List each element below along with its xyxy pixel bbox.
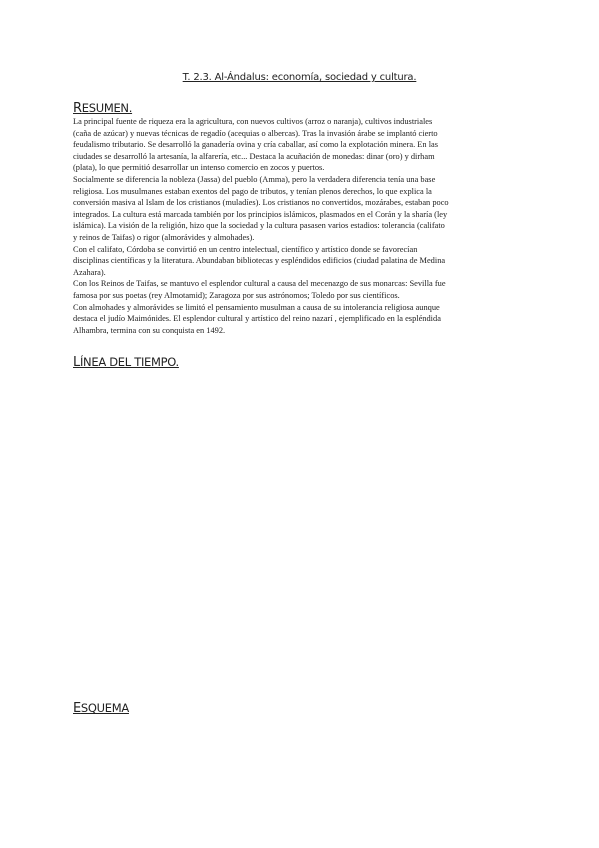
resumen-line: destaca el judío Maimónides. El esplendor cultural y artístico del reino nazarí , ejemplificado en la espléndida (73, 314, 441, 324)
resumen-line: Con los Reinos de Taifas, se mantuvo el esplendor cultural a causa del mecenazgo de sus monarcas: Sevilla fue (73, 279, 446, 289)
resumen-line: integrados. La cultura está marcada también por los principios islámicos, plasmados en el Corán y la sharía (ley (73, 209, 448, 219)
section-heading-esquema-initial: E (73, 701, 81, 716)
resumen-line: Socialmente se diferencia la nobleza (Jassa) del pueblo (Amma), pero la verdadera diferencia tenía una base (73, 174, 436, 184)
section-heading-resumen (73, 101, 132, 116)
resumen-line: feudalismo tributario. Se desarrolló la ganadería ovina y cría caballar, así como la explotación minera. En las (73, 140, 439, 150)
resumen-body (73, 116, 528, 336)
section-heading-linea-del-tiempo (73, 355, 179, 370)
resumen-line: La principal fuente de riqueza era la agricultura, con nuevos cultivos (arroz o naranja), cultivos industriales (73, 117, 433, 126)
resumen-line: Con almohades y almorávides se limitó el pensamiento musulman a causa de su intolerancia religiosa aunque (73, 302, 440, 312)
resumen-line: Con el califato, Córdoba se convirtió en un centro intelectual, científico y artístico donde se favorecían (73, 244, 418, 254)
page-title: T. 2.3. Al-Ándalus: economía, sociedad y cultura. (182, 72, 417, 83)
resumen-line: famosa por sus poetas (rey Almotamid); Zaragoza por sus astrónomos; Toledo por sus científicos. (73, 290, 400, 300)
section-heading-linea-initial: L (73, 355, 80, 370)
resumen-line: (plata), lo que permitió desarrollar un intenso comercio en zocos y puertos. (73, 163, 325, 173)
resumen-line: (caña de azúcar) y nuevas técnicas de regadío (acequias o albercas). Tras la invasión árabe se implantó cierto (73, 128, 438, 138)
resumen-line: conversión masiva al Islam de los cristianos (muladíes). Los cristianos no convertidos, mozárabes, estaban poco (73, 198, 449, 208)
section-heading-linea-rest: ÍNEA DEL TIEMPO. (79, 355, 179, 369)
section-heading-resumen-rest: ESUMEN. (81, 101, 133, 115)
resumen-line: islámica). La visión de la religión, hizo que la sociedad y la cultura pasasen varios estadios: tolerancia (califato (73, 221, 445, 231)
resumen-line: Azahara). (73, 267, 106, 277)
section-heading-esquema (73, 701, 129, 716)
resumen-line: religiosa. Los musulmanes estaban exentos del pago de tributos, y tenían plenos derechos, lo que explica la (73, 186, 432, 196)
resumen-line: Alhambra, termina con su conquista en 1492. (73, 325, 226, 335)
resumen-line: disciplinas científicas y la literatura. Abundaban bibliotecas y espléndidos edificios (ciudad palatina de Medina (73, 256, 446, 266)
section-heading-esquema-rest: SQUEMA (80, 701, 129, 715)
resumen-line: ciudades se desarrolló la artesanía, la alfarería, etc... Destaca la acuñación de monedas: dinar (oro) y dirham (73, 151, 435, 161)
resumen-line: y reinos de Taifas) o rigor (almorávides y almohades). (73, 232, 255, 242)
section-heading-resumen-initial: R (73, 101, 82, 116)
